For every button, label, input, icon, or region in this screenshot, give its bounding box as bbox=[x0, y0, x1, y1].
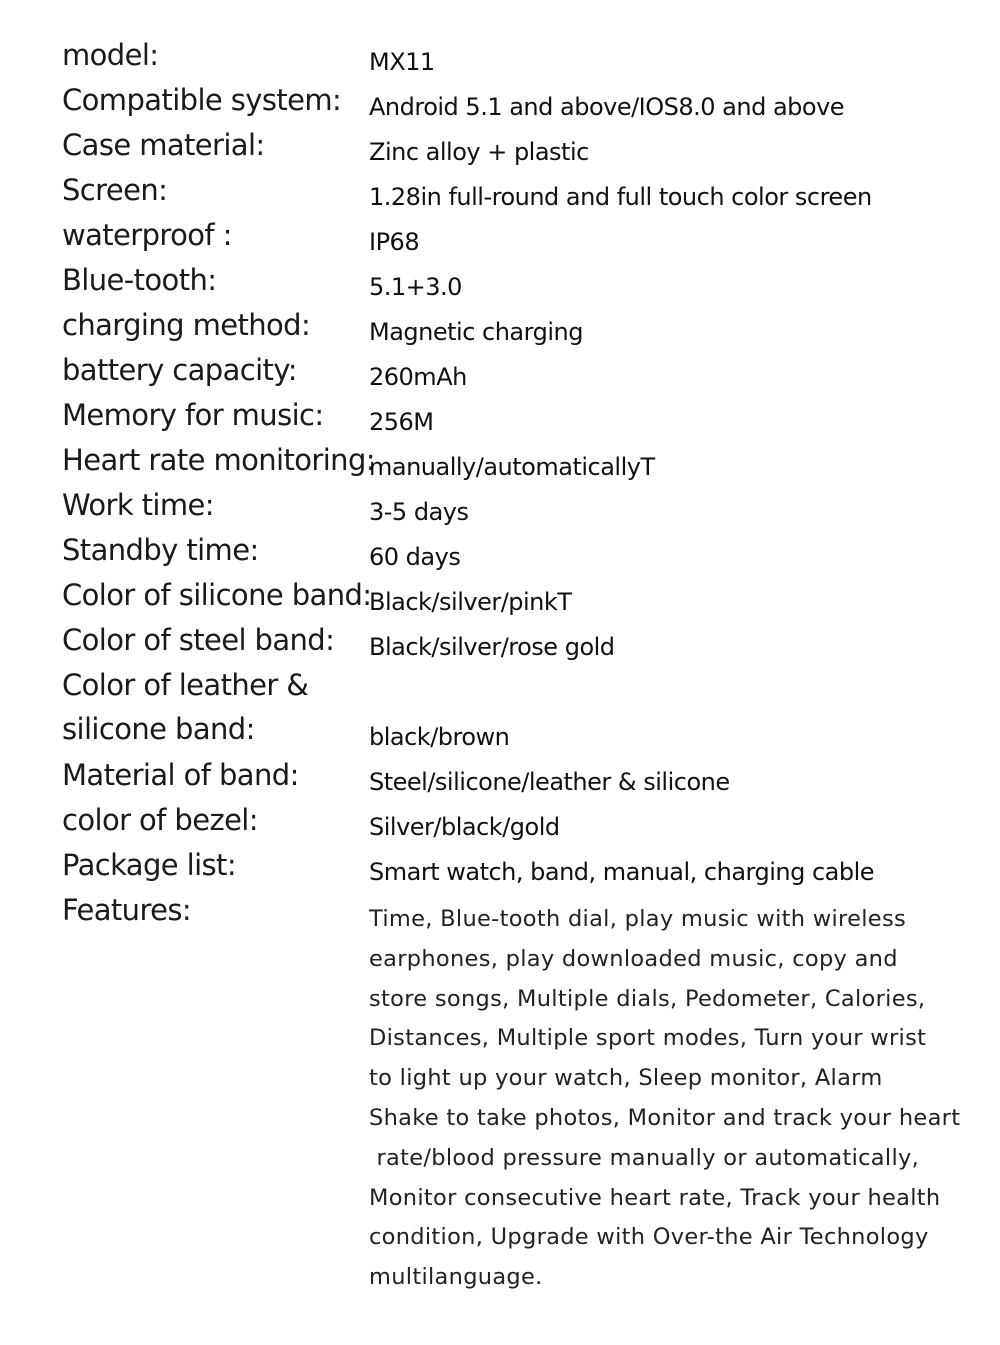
spec-value: MX11 bbox=[369, 48, 435, 76]
spec-label: Standby time: bbox=[62, 533, 259, 567]
spec-value: 60 days bbox=[369, 543, 461, 571]
spec-row-work-time bbox=[62, 483, 962, 528]
spec-row-steel-band-color bbox=[62, 618, 962, 663]
spec-label: Work time: bbox=[62, 488, 214, 522]
spec-row-silicone-band-color bbox=[62, 573, 962, 618]
spec-row-features bbox=[62, 888, 962, 1291]
spec-row-leather-band-color bbox=[62, 663, 962, 753]
spec-value: 260mAh bbox=[369, 363, 467, 391]
spec-label: Heart rate monitoring: bbox=[62, 443, 375, 477]
spec-value: Magnetic charging bbox=[369, 318, 583, 346]
spec-value: Black/silver/pinkT bbox=[369, 588, 572, 616]
spec-row-bezel-color bbox=[62, 798, 962, 843]
features-line: Time, Blue-tooth dial, play music with wireless bbox=[369, 906, 906, 932]
features-line: store songs, Multiple dials, Pedometer, Calories, bbox=[369, 985, 926, 1012]
spec-value: 5.1+3.0 bbox=[369, 273, 462, 301]
spec-row-memory-for-music bbox=[62, 393, 962, 438]
spec-label: Case material: bbox=[62, 128, 265, 162]
spec-label: Compatible system: bbox=[62, 83, 342, 117]
spec-label: Material of band: bbox=[62, 758, 299, 792]
spec-label: Color of silicone band: bbox=[62, 578, 372, 612]
spec-sheet bbox=[62, 33, 962, 1291]
features-line: rate/blood pressure manually or automatically, bbox=[369, 1144, 920, 1171]
features-line: condition, Upgrade with Over-the Air Technology bbox=[369, 1224, 929, 1251]
features-line: to light up your watch, Sleep monitor, Alarm bbox=[369, 1065, 883, 1092]
features-label: Features: bbox=[62, 893, 192, 927]
features-line: Monitor consecutive heart rate, Track your health bbox=[369, 1184, 941, 1211]
spec-value: 1.28in full-round and full touch color screen bbox=[369, 183, 872, 211]
spec-label: Screen: bbox=[62, 173, 168, 207]
spec-row-charging-method bbox=[62, 303, 962, 348]
spec-row-battery-capacity bbox=[62, 348, 962, 393]
spec-value: Zinc alloy + plastic bbox=[369, 138, 589, 166]
spec-value: Android 5.1 and above/IOS8.0 and above bbox=[369, 93, 845, 121]
spec-row-package-list bbox=[62, 843, 962, 888]
spec-label-line: Color of leather & bbox=[62, 668, 309, 702]
spec-value: Black/silver/rose gold bbox=[369, 633, 615, 661]
features-line: Distances, Multiple sport modes, Turn your wrist bbox=[369, 1025, 927, 1052]
spec-label: Package list: bbox=[62, 848, 236, 882]
spec-row-bluetooth bbox=[62, 258, 962, 303]
spec-value: black/brown bbox=[369, 723, 510, 751]
spec-value: 256M bbox=[369, 408, 434, 436]
spec-row-model bbox=[62, 33, 962, 78]
spec-row-waterproof bbox=[62, 213, 962, 258]
spec-label: Blue-tooth: bbox=[62, 263, 217, 297]
spec-label-line: silicone band: bbox=[62, 712, 255, 746]
spec-row-screen bbox=[62, 168, 962, 213]
features-text bbox=[369, 900, 969, 1298]
spec-label: battery capacity: bbox=[62, 353, 297, 387]
spec-label: waterproof : bbox=[62, 218, 232, 252]
spec-value: IP68 bbox=[369, 228, 420, 256]
spec-label: model: bbox=[62, 38, 159, 72]
spec-label bbox=[62, 663, 308, 751]
spec-label: charging method: bbox=[62, 308, 311, 342]
features-line: earphones, play downloaded music, copy and bbox=[369, 945, 898, 972]
spec-row-compatible-system bbox=[62, 78, 962, 123]
spec-row-case-material bbox=[62, 123, 962, 168]
spec-value: Silver/black/gold bbox=[369, 813, 560, 841]
spec-value: Steel/silicone/leather & silicone bbox=[369, 768, 730, 796]
spec-row-standby-time bbox=[62, 528, 962, 573]
features-line: multilanguage. bbox=[369, 1264, 543, 1291]
features-line: Shake to take photos, Monitor and track your heart bbox=[369, 1104, 961, 1131]
spec-label: Memory for music: bbox=[62, 398, 324, 432]
spec-value: manually/automaticallyT bbox=[369, 453, 655, 481]
spec-value: 3-5 days bbox=[369, 498, 469, 526]
spec-value: Smart watch, band, manual, charging cable bbox=[369, 858, 875, 886]
spec-row-heart-rate-monitoring bbox=[62, 438, 962, 483]
spec-label: Color of steel band: bbox=[62, 623, 335, 657]
spec-label: color of bezel: bbox=[62, 803, 258, 837]
spec-row-band-material bbox=[62, 753, 962, 798]
